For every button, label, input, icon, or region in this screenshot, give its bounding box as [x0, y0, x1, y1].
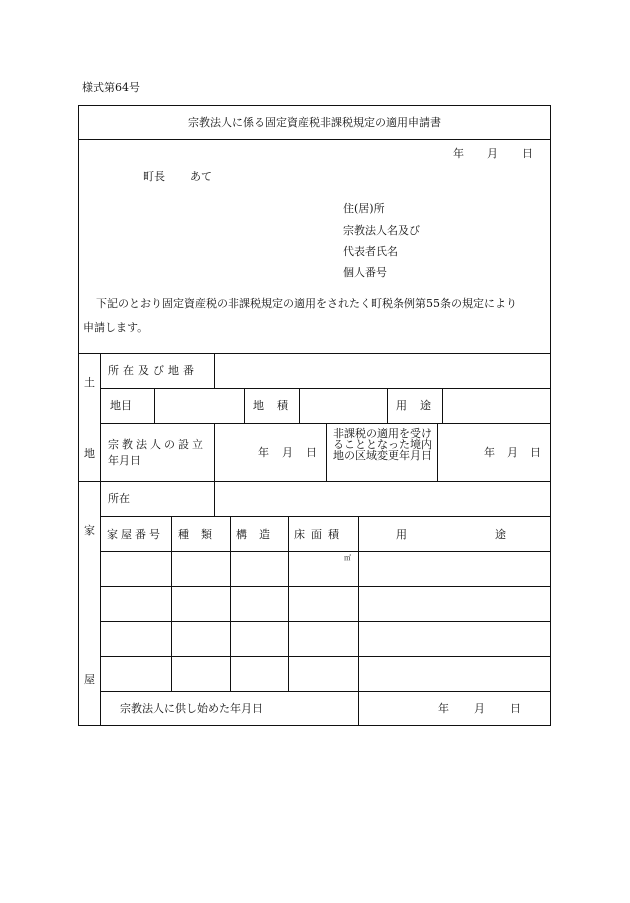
rep-name-label: 代表者氏名 — [343, 245, 398, 258]
table-row[interactable] — [101, 552, 550, 585]
change-nen[interactable]: 年 — [484, 446, 495, 459]
address-label: 住(居)所 — [343, 202, 385, 215]
usage-start-nen[interactable]: 年 — [438, 702, 449, 715]
land-yoto-label: 用途 — [396, 399, 444, 412]
land-chimoku-field[interactable] — [155, 390, 243, 422]
col-header-yuka-menseki: 床面積 — [294, 528, 345, 541]
land-chimoku-label: 地目 — [110, 399, 132, 412]
land-change-divider-a — [326, 423, 327, 482]
establish-date-label-line1: 宗教法人の設立 — [108, 438, 206, 451]
col-header-shurui: 種類 — [178, 528, 224, 541]
building-side-label-2: 屋 — [84, 673, 95, 686]
table-border-bottom — [78, 725, 551, 726]
land-chiseki-divider-a — [244, 388, 245, 424]
date-hi: 日 — [522, 147, 533, 160]
body-text-line-1: 下記のとおり固定資産税の非課税規定の適用をされたく町税条例第55条の規定により — [96, 297, 517, 310]
table-row[interactable] — [101, 587, 550, 620]
establish-date-label-line2: 年月日 — [108, 454, 141, 467]
establish-tsuki[interactable]: 月 — [282, 446, 293, 459]
establish-hi[interactable]: 日 — [306, 446, 317, 459]
land-row-divider-1 — [100, 388, 551, 389]
usage-start-date-label: 宗教法人に供し始めた年月日 — [120, 702, 263, 715]
table-row[interactable] — [101, 657, 550, 690]
table-border-left — [78, 105, 79, 726]
date-tsuki: 月 — [487, 147, 498, 160]
addressee-label: 町長 — [143, 170, 165, 183]
date-nen: 年 — [453, 147, 464, 160]
building-row-divider-6 — [100, 691, 551, 692]
building-row-divider-1 — [100, 516, 551, 517]
establish-nen[interactable]: 年 — [258, 446, 269, 459]
land-location-field[interactable] — [214, 356, 550, 387]
form-title: 宗教法人に係る固定資産税非課税規定の適用申請書 — [188, 116, 441, 129]
form-number: 様式第64号 — [82, 81, 140, 94]
col-header-kozo: 構造 — [236, 528, 282, 541]
title-divider — [78, 139, 551, 140]
land-side-label-1: 土 — [84, 376, 95, 389]
header-divider — [78, 353, 551, 354]
corp-name-label: 宗教法人名及び — [343, 224, 420, 237]
personal-number-label: 個人番号 — [343, 266, 387, 279]
col-header-kaoku-bango: 家屋番号 — [107, 528, 163, 541]
table-border-right — [550, 105, 551, 726]
building-location-label: 所在 — [108, 492, 130, 505]
land-establish-divider — [214, 423, 215, 482]
building-col-divider-4 — [358, 516, 359, 726]
change-tsuki[interactable]: 月 — [507, 446, 518, 459]
land-side-label-2: 地 — [84, 447, 95, 460]
land-chiseki-field[interactable] — [300, 390, 386, 422]
change-date-label: 非課税の適用を受けることとなった境内地の区域変更年月日 — [333, 427, 432, 462]
land-yoto-divider-a — [387, 388, 388, 424]
usage-start-tsuki[interactable]: 月 — [474, 702, 485, 715]
land-location-label: 所在及び地番 — [108, 364, 198, 377]
land-change-divider-b — [437, 423, 438, 482]
col-header-yoto: 用途 — [396, 528, 594, 541]
land-yoto-field[interactable] — [443, 390, 549, 422]
area-unit-sqm: ㎡ — [344, 554, 351, 562]
building-side-label-1: 家 — [84, 524, 95, 537]
table-row[interactable] — [101, 622, 550, 655]
table-border-top — [78, 105, 551, 106]
land-building-divider — [78, 481, 551, 482]
usage-start-hi[interactable]: 日 — [510, 702, 521, 715]
building-location-field[interactable] — [215, 483, 549, 515]
change-hi[interactable]: 日 — [530, 446, 541, 459]
addressee-suffix: あて — [190, 170, 212, 183]
body-text-line-2: 申請します。 — [83, 321, 149, 334]
land-chiseki-label: 地積 — [253, 399, 301, 412]
